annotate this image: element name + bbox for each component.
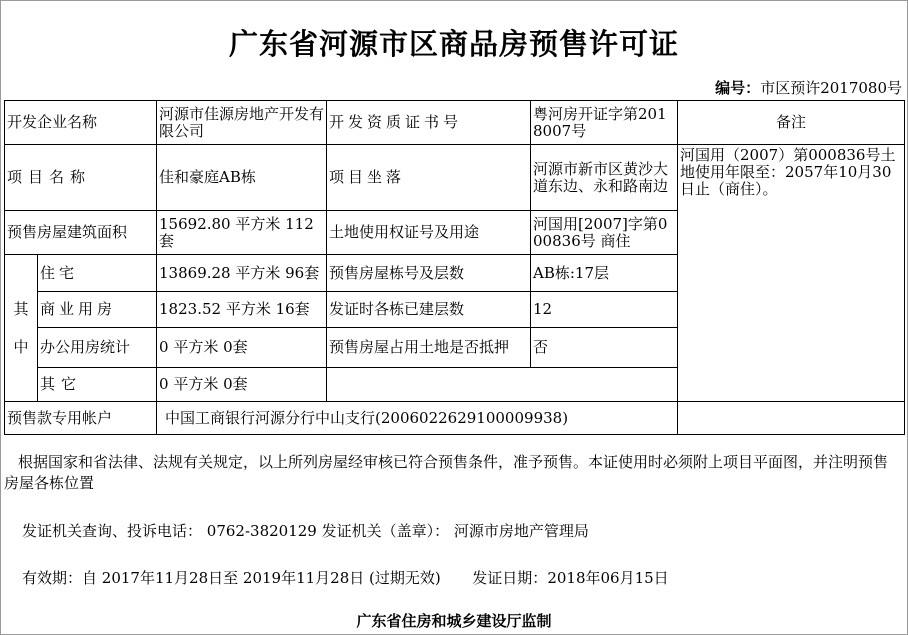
mortgage-label: 预售房屋占用土地是否抵押 (327, 328, 531, 368)
empty-cell (678, 402, 905, 435)
row-project (5, 145, 905, 211)
footer-supervisor: 广东省住房和城乡建设厅监制 (356, 612, 552, 630)
issuer-label: 发证机关（盖章）： (321, 522, 450, 540)
land-cert-label: 土地使用权证号及用途 (327, 211, 531, 255)
document-number (715, 77, 902, 98)
qualification-value: 粤河房开证字第2018007号 (531, 101, 678, 145)
office-label: 办公用房统计 (38, 328, 157, 368)
land-cert-value: 河国用[2007]字第000836号 商住 (531, 211, 678, 255)
issuer-value: 河源市房地产管理局 (453, 522, 589, 540)
built-floors-label: 发证时各栋已建层数 (327, 292, 531, 328)
project-name-value: 佳和豪庭AB栋 (157, 145, 327, 211)
project-location-label: 项目坐落 (327, 145, 531, 211)
validity-value: 自 2017年11月28日至 2019年11月28日 (过期无效) (82, 569, 441, 587)
among-label: 其中 (5, 255, 38, 402)
building-floors-label: 预售房屋栋号及层数 (327, 255, 531, 292)
contact-label: 发证机关查询、投诉电话： (22, 522, 203, 540)
remarks-value: 河国用（2007）第000836号土地使用年限至：2057年10月30日止（商住）。 (678, 145, 905, 402)
presale-area-value: 15692.80 平方米 112套 (157, 211, 327, 255)
account-value: 中国工商银行河源分行中山支行(2006022629100009938) (157, 402, 678, 435)
project-location-value: 河源市新市区黄沙大道东边、永和路南边 (531, 145, 678, 211)
approval-text: 根据国家和省法律、法规有关规定，以上所列房屋经审核已符合预售条件，准予预售。本证使用时必须附上项目平面图，并注明预售房屋各栋位置 (4, 453, 889, 492)
issue-date-value: 2018年06月15日 (547, 569, 669, 587)
row-account (5, 402, 905, 435)
document-title: 广东省河源市区商品房预售许可证 (228, 27, 679, 61)
residential-label: 住宅 (38, 255, 157, 292)
permit-table (4, 100, 905, 435)
validity-label: 有效期： (22, 569, 83, 587)
building-floors-value: AB栋:17层 (531, 255, 678, 292)
residential-value: 13869.28 平方米 96套 (157, 255, 327, 292)
developer-label: 开发企业名称 (5, 101, 157, 145)
developer-value: 河源市佳源房地产开发有限公司 (157, 101, 327, 145)
empty-cell (327, 368, 531, 402)
row-developer (5, 101, 905, 145)
commercial-value: 1823.52 平方米 16套 (157, 292, 327, 328)
other-value: 0 平方米 0套 (157, 368, 327, 402)
qualification-label: 开发资质证书号 (327, 101, 531, 145)
built-floors-value: 12 (531, 292, 678, 328)
other-label: 其它 (38, 368, 157, 402)
issue-date-label: 发证日期： (472, 569, 548, 587)
document-number-label: 编号： (715, 79, 761, 97)
presale-area-label: 预售房屋建筑面积 (5, 211, 157, 255)
validity-line (22, 567, 669, 588)
office-value: 0 平方米 0套 (157, 328, 327, 368)
mortgage-value: 否 (531, 328, 678, 368)
remarks-label: 备注 (678, 101, 905, 145)
document-number-value: 市区预许2017080号 (760, 79, 902, 97)
project-name-label: 项目名称 (5, 145, 157, 211)
commercial-label: 商业用房 (38, 292, 157, 328)
empty-cell (531, 368, 678, 402)
contact-line (22, 520, 589, 541)
contact-phone: 0762-3820129 (206, 522, 317, 540)
account-label: 预售款专用帐户 (5, 402, 157, 435)
